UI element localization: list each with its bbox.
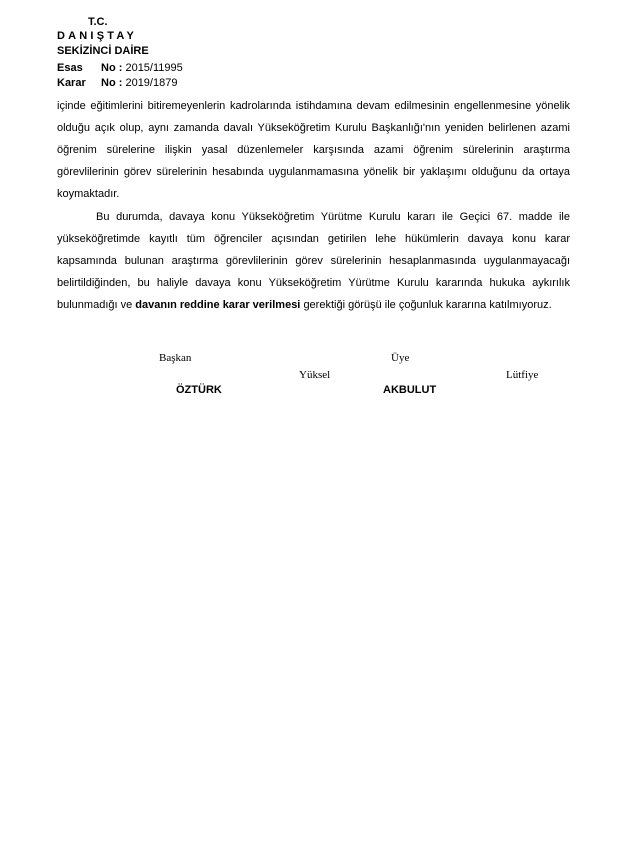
paragraph-continuation: içinde eğitimlerini bitiremeyenlerin kadrolarında istihdamına devam edilmesinin engellenmesine yönelik olduğu açık olup, aynı zamanda davalı Yükseköğretim Kurulu Başkanlığı'nın yeniden belirlenen azami öğrenim sürelerine ilişkin yasal düzenlemeler karşısında azami öğrenim sürelerinin araştırma görevlilerinin görev sürelerinin hesabında uygulanmamasına yönelik bir yaklaşımı olduğunu da ortaya koymaktadır.: [57, 100, 570, 200]
document-body: [57, 95, 570, 316]
esas-number: 2015/11995: [125, 62, 183, 74]
signature-baskan-title: Başkan: [159, 352, 192, 364]
chamber-name: SEKİZİNCİ DAİRE: [57, 45, 149, 57]
header-tc: T.C.: [88, 16, 108, 28]
conclusion-text-start: Bu durumda, davaya konu Yükseköğretim Yürütme Kurulu kararı ile Geçici 67. madde ile yükseköğretimde kayıtlı tüm öğrenciler açısından getirilen lehe hükümlerin davaya konu karar kapsamında bulunan araştırma görevlilerinin görev sürelerinin hesaplanmasında uygulanmayacağı belirtildiğinden, bu haliyle davaya konu Yükseköğretim Yürütme Kurulu kararında hukuka aykırılık bulunmadığı ve: [57, 211, 570, 311]
conclusion-text-end: gerektiği görüşü ile çoğunluk kararına katılmıyoruz.: [303, 299, 552, 311]
signature-baskan-first-name: Yüksel: [299, 369, 331, 381]
karar-line: [57, 77, 177, 90]
karar-label: Karar: [57, 77, 86, 89]
conclusion-emphasis: davanın reddine karar verilmesi: [135, 299, 301, 311]
signature-baskan-surname: ÖZTÜRK: [176, 384, 222, 396]
karar-no-label: No :: [101, 77, 123, 89]
karar-number: 2019/1879: [125, 77, 178, 89]
paragraph-conclusion: [57, 206, 570, 316]
esas-no-label: No :: [101, 62, 123, 74]
esas-label: Esas: [57, 62, 83, 74]
signature-uye-title: Üye: [391, 352, 410, 364]
esas-line: [57, 62, 183, 75]
court-name: DANIŞTAY: [57, 30, 137, 42]
signature-uye-surname: AKBULUT: [383, 384, 437, 396]
signature-uye-first-name: Lütfiye: [506, 369, 539, 381]
